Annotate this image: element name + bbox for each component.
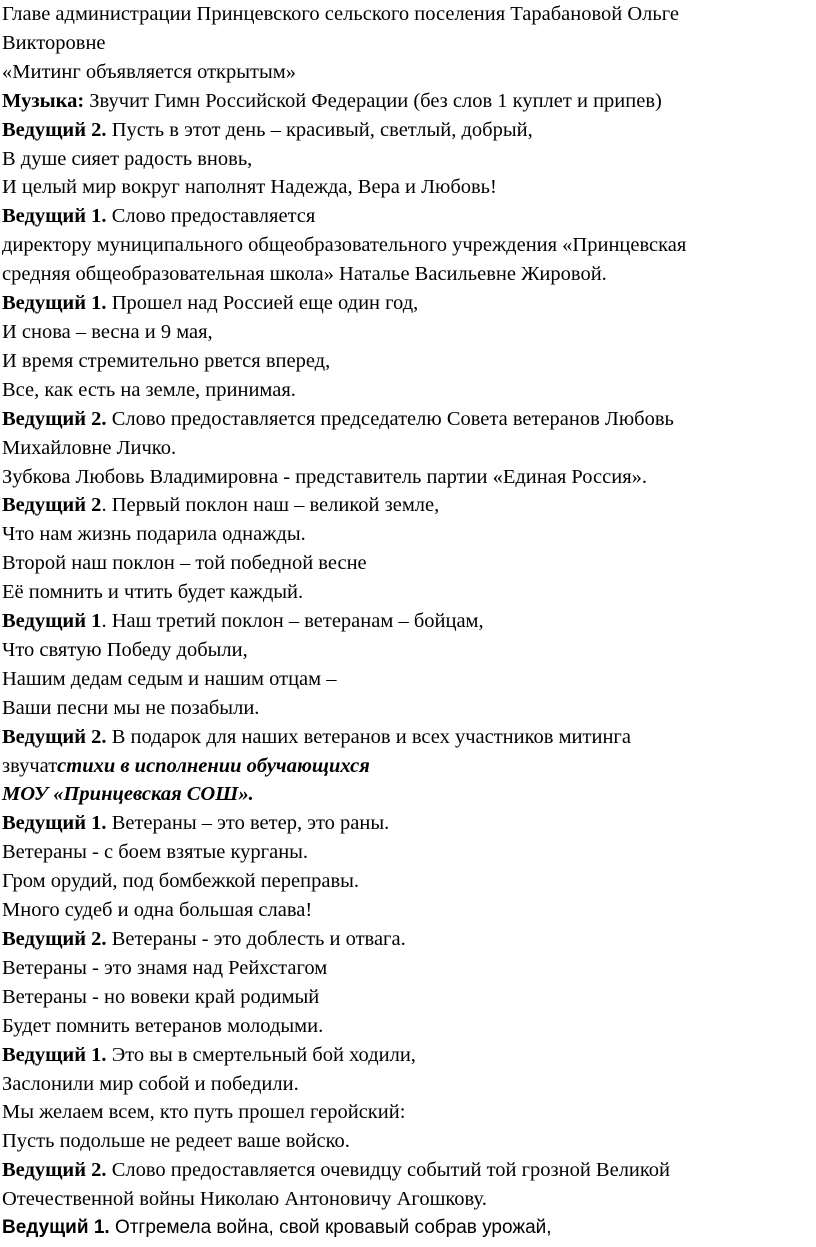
document-line bbox=[2, 116, 810, 145]
line-text: Пусть в этот день – красивый, светлый, добрый, bbox=[106, 118, 533, 141]
line-text: Викторовне bbox=[2, 31, 106, 54]
line-text: директору муниципального общеобразовательного учреждения «Принцевская bbox=[2, 234, 687, 257]
line-text: «Митинг объявляется открытым» bbox=[2, 60, 296, 83]
line-text: И время стремительно рвется вперед, bbox=[2, 349, 331, 372]
document-line bbox=[2, 607, 810, 636]
document-line bbox=[2, 896, 810, 925]
line-text: В душе сияет радость вновь, bbox=[2, 147, 253, 170]
line-text: Ваши песни мы не позабыли. bbox=[2, 696, 260, 719]
document-line bbox=[2, 723, 810, 752]
document-line bbox=[2, 376, 810, 405]
line-text: Ветераны - с боем взятые курганы. bbox=[2, 841, 309, 864]
line-text: Это вы в смертельный бой ходили, bbox=[106, 1043, 416, 1066]
document-line bbox=[2, 1127, 810, 1156]
speaker-label: Музыка: bbox=[2, 89, 85, 112]
line-text: . Первый поклон наш – великой земле, bbox=[101, 494, 440, 517]
document-line bbox=[2, 1098, 810, 1127]
speaker-label: Ведущий 1 bbox=[2, 610, 102, 633]
document-line bbox=[2, 549, 810, 578]
document-line bbox=[2, 954, 810, 983]
document-line bbox=[2, 347, 810, 376]
speaker-label: Ведущий 2. bbox=[2, 1159, 107, 1182]
document-line bbox=[2, 1012, 810, 1041]
emphasized-text: стихи в исполнении обучающихся bbox=[57, 754, 370, 777]
line-text: Будет помнить ветеранов молодыми. bbox=[2, 1014, 324, 1037]
line-text: Ветераны - это знамя над Рейхстагом bbox=[2, 956, 328, 979]
speaker-label: Ведущий 1. bbox=[2, 205, 107, 228]
document-line bbox=[2, 58, 810, 87]
line-text: Нашим дедам седым и нашим отцам – bbox=[2, 667, 337, 690]
document-line bbox=[2, 463, 810, 492]
document-line bbox=[2, 491, 810, 520]
line-text: Заслонили мир собой и победили. bbox=[2, 1072, 299, 1095]
speaker-label: Ведущий 1. bbox=[2, 812, 107, 835]
line-text: средняя общеобразовательная школа» Наталье Васильевне Жировой. bbox=[2, 263, 607, 286]
speaker-label: Ведущий 2 bbox=[2, 494, 102, 517]
document-line bbox=[2, 145, 810, 174]
line-text: Главе администрации Принцевского сельского поселения Тарабановой Ольге bbox=[2, 3, 679, 25]
speaker-label: Ведущий 2. bbox=[2, 118, 107, 141]
document-line bbox=[2, 1070, 810, 1099]
document-line bbox=[2, 809, 810, 838]
emphasized-text: МОУ «Принцевская СОШ». bbox=[2, 783, 254, 806]
line-text: Пусть подольше не редеет ваше войско. bbox=[2, 1130, 350, 1153]
document-line bbox=[2, 780, 810, 809]
speaker-label: Ведущий 2. bbox=[2, 407, 107, 430]
line-text: Слово предоставляется очевидцу событий той грозной Великой bbox=[106, 1159, 671, 1182]
line-text: Второй наш поклон – той победной весне bbox=[2, 552, 367, 575]
line-text: Ветераны – это ветер, это раны. bbox=[106, 812, 390, 835]
document-line bbox=[2, 173, 810, 202]
document-line bbox=[2, 578, 810, 607]
document-line bbox=[2, 694, 810, 723]
document-line bbox=[2, 202, 810, 231]
line-text: Все, как есть на земле, принимая. bbox=[2, 378, 296, 401]
document-line bbox=[2, 520, 810, 549]
document-line bbox=[2, 318, 810, 347]
line-text: И снова – весна и 9 мая, bbox=[2, 320, 213, 343]
document-line bbox=[2, 405, 810, 434]
line-text: Её помнить и чтить будет каждый. bbox=[2, 581, 304, 604]
line-text: Зубкова Любовь Владимировна - представитель партии «Единая Россия». bbox=[2, 465, 647, 488]
document-line bbox=[2, 665, 810, 694]
document-line bbox=[2, 29, 810, 58]
speaker-label: Ведущий 2. bbox=[2, 725, 107, 748]
line-text: . Наш третий поклон – ветеранам – бойцам, bbox=[101, 610, 484, 633]
document-line bbox=[2, 867, 810, 896]
document-line bbox=[2, 434, 810, 463]
document-line bbox=[2, 1041, 810, 1070]
document-line bbox=[2, 231, 810, 260]
document-line bbox=[2, 752, 810, 781]
speaker-label: Ведущий 1. bbox=[2, 1043, 107, 1066]
document-line bbox=[2, 87, 810, 116]
line-text: Что нам жизнь подарила однажды. bbox=[2, 523, 306, 546]
speaker-label: Ведущий 2. bbox=[2, 928, 107, 950]
speaker-label: Ведущий 1. bbox=[2, 292, 107, 315]
line-text: Ветераны - это доблесть и отвага. bbox=[106, 928, 406, 950]
line-text: звучат bbox=[2, 754, 58, 777]
document-line bbox=[2, 925, 810, 954]
line-text: Слово предоставляется председателю Совета ветеранов Любовь bbox=[106, 407, 674, 430]
document-line bbox=[2, 289, 810, 318]
document-line bbox=[2, 1214, 810, 1243]
line-text: И целый мир вокруг наполнят Надежда, Вера и Любовь! bbox=[2, 176, 497, 199]
document-line bbox=[2, 1185, 810, 1214]
line-text: Отечественной войны Николаю Антоновичу Агошкову. bbox=[2, 1188, 487, 1211]
document-line bbox=[2, 983, 810, 1012]
line-text: Гром орудий, под бомбежкой переправы. bbox=[2, 870, 360, 893]
line-text: Михайловне Личко. bbox=[2, 436, 177, 459]
line-text: Ветераны - но вовеки край родимый bbox=[2, 985, 320, 1008]
line-text: Отгремела война, свой кровавый собрав урожай, bbox=[109, 1217, 552, 1239]
document-line bbox=[2, 636, 810, 665]
line-text: Прошел над Россией еще один год, bbox=[106, 292, 419, 315]
speaker-label: Ведущий 1. bbox=[2, 1217, 110, 1239]
line-text: Что святую Победу добыли, bbox=[2, 638, 248, 661]
line-text: Слово предоставляется bbox=[106, 205, 316, 228]
document-line bbox=[2, 260, 810, 289]
line-text: В подарок для наших ветеранов и всех участников митинга bbox=[106, 725, 631, 748]
line-text: Мы желаем всем, кто путь прошел геройский: bbox=[2, 1101, 406, 1124]
document-line bbox=[2, 1156, 810, 1185]
line-text: Много судеб и одна большая слава! bbox=[2, 899, 313, 922]
document-line bbox=[2, 0, 810, 29]
line-text: Звучит Гимн Российской Федерации (без слов 1 куплет и припев) bbox=[84, 89, 662, 112]
document-line bbox=[2, 838, 810, 867]
